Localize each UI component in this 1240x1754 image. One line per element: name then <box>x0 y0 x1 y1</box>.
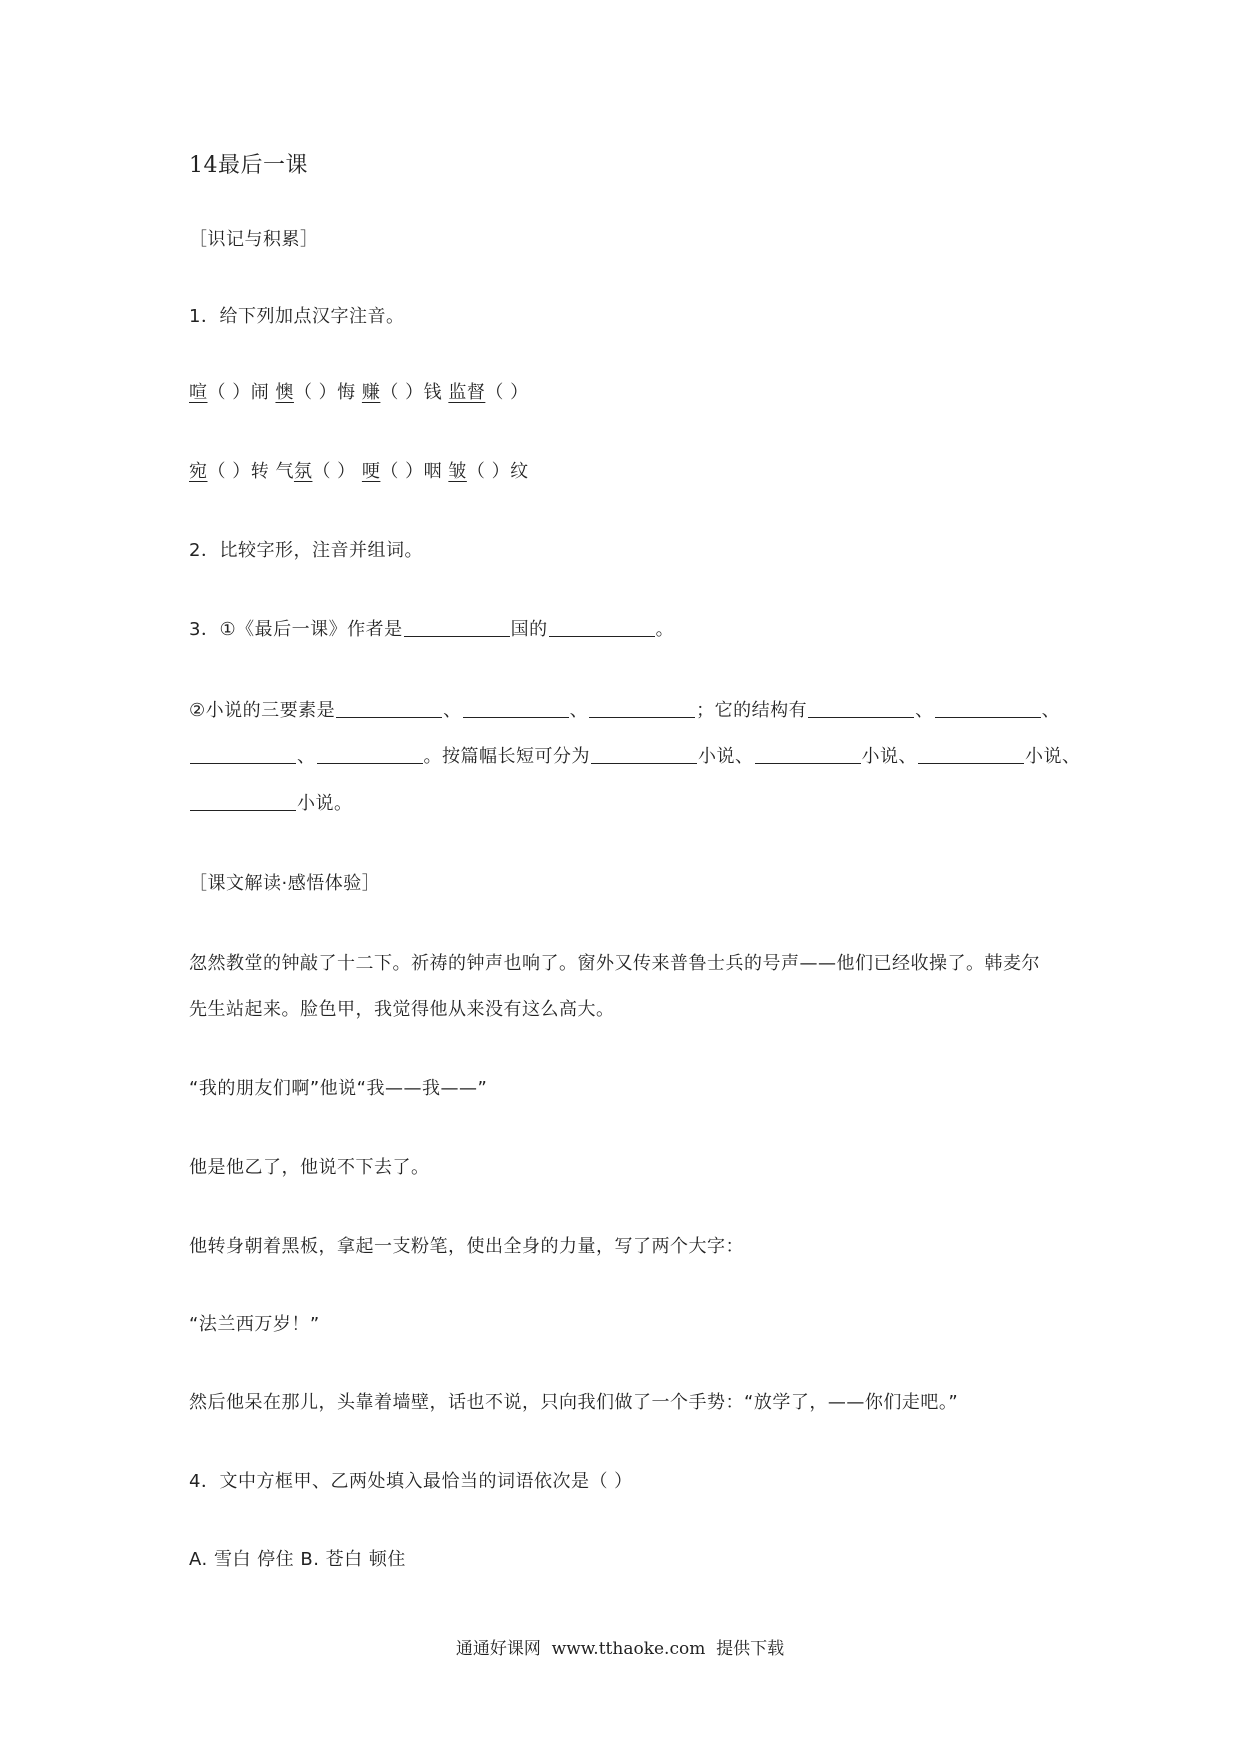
question-2-prompt: 2．比较字形，注音并组词。 <box>189 540 423 561</box>
dotted-char: 懊 <box>275 382 294 403</box>
answer-blank[interactable] <box>935 699 1041 718</box>
passage-line: 先生站起来。脸色甲，我觉得他从来没有这么高大。 <box>189 999 615 1020</box>
dotted-char: 喧 <box>189 382 208 403</box>
q3-text: 。按篇幅长短可分为 <box>423 746 590 767</box>
answer-blank[interactable] <box>190 792 296 811</box>
separator: 、 <box>569 700 589 721</box>
question-1-prompt: 1．给下列加点汉字注音。 <box>189 306 405 327</box>
question-1-row-2 <box>189 460 529 484</box>
question-4-options: A. 雪白 停住 B. 苍白 顿住 <box>189 1549 406 1570</box>
answer-blank[interactable] <box>463 699 569 718</box>
question-3-part-2 <box>189 699 1060 723</box>
q3-text: 小说、 <box>1025 746 1081 767</box>
answer-blank[interactable] <box>549 618 655 637</box>
q3-text: 国的 <box>510 619 548 640</box>
passage-line: 然后他呆在那儿，头靠着墙壁，话也不说，只向我们做了一个手势：“放学了，——你们走吧。” <box>189 1392 959 1413</box>
char-suffix: （ ）转 气 <box>207 461 294 482</box>
passage-line: “法兰西万岁！” <box>189 1314 320 1335</box>
dotted-char: 哽 <box>361 461 381 482</box>
q3-text: ②小说的三要素是 <box>189 700 336 721</box>
q3-text: 小说、 <box>861 746 917 767</box>
passage-line: 他是他乙了，他说不下去了。 <box>189 1157 430 1178</box>
answer-blank[interactable] <box>589 699 695 718</box>
section-heading-reading: ［课文解读·感悟体验］ <box>189 873 381 894</box>
answer-blank[interactable] <box>336 699 442 718</box>
dotted-char: 宛 <box>189 461 208 482</box>
question-3-part-1 <box>189 618 674 642</box>
passage-line: “我的朋友们啊”他说“我——我——” <box>189 1078 488 1099</box>
char-suffix: （ ）钱 <box>380 382 449 403</box>
answer-blank[interactable] <box>591 745 697 764</box>
passage-line: 忽然教堂的钟敲了十二下。祈祷的钟声也响了。窗外又传来普鲁士兵的号声——他们已经收操了。韩麦尔 <box>189 953 1040 974</box>
answer-blank[interactable] <box>317 745 423 764</box>
q3-text: 小说、 <box>698 746 754 767</box>
q3-text: ；它的结构有 <box>696 700 808 721</box>
char-suffix: （ ） <box>485 382 529 403</box>
char-suffix: （ ）纹 <box>466 461 529 482</box>
char-suffix: （ ）咽 <box>380 461 449 482</box>
passage-line: 他转身朝着黑板，拿起一支粉笔，使出全身的力量，写了两个大字： <box>189 1236 744 1257</box>
answer-blank[interactable] <box>190 745 296 764</box>
dotted-char: 皱 <box>448 461 467 482</box>
separator: 、 <box>1041 700 1061 721</box>
answer-blank[interactable] <box>404 618 510 637</box>
dotted-char: 监督 <box>448 382 486 403</box>
page-footer: 通通好课网 www.tthaoke.com 提供下载 <box>455 1639 785 1659</box>
q3-text: 3．①《最后一课》作者是 <box>189 619 403 640</box>
question-1-row-1 <box>189 381 529 405</box>
lesson-title: 14最后一课 <box>189 153 308 178</box>
dotted-char: 氛 <box>293 461 313 482</box>
q3-text: 。 <box>655 619 675 640</box>
answer-blank[interactable] <box>808 699 914 718</box>
section-heading-recall: ［识记与积累］ <box>189 229 319 250</box>
char-suffix: （ ） <box>312 461 362 482</box>
question-4-prompt: 4．文中方框甲、乙两处填入最恰当的词语依次是（ ） <box>189 1471 633 1492</box>
separator: 、 <box>443 700 462 721</box>
question-3-part-2-cont <box>189 745 1081 769</box>
separator: 、 <box>915 700 934 721</box>
char-suffix: （ ）闹 <box>207 382 276 403</box>
q3-text: 小说。 <box>297 793 353 814</box>
dotted-char: 赚 <box>361 382 381 403</box>
char-suffix: （ ）悔 <box>293 382 362 403</box>
answer-blank[interactable] <box>918 745 1024 764</box>
answer-blank[interactable] <box>755 745 861 764</box>
question-3-part-2-end <box>189 792 353 816</box>
separator: 、 <box>297 746 316 767</box>
